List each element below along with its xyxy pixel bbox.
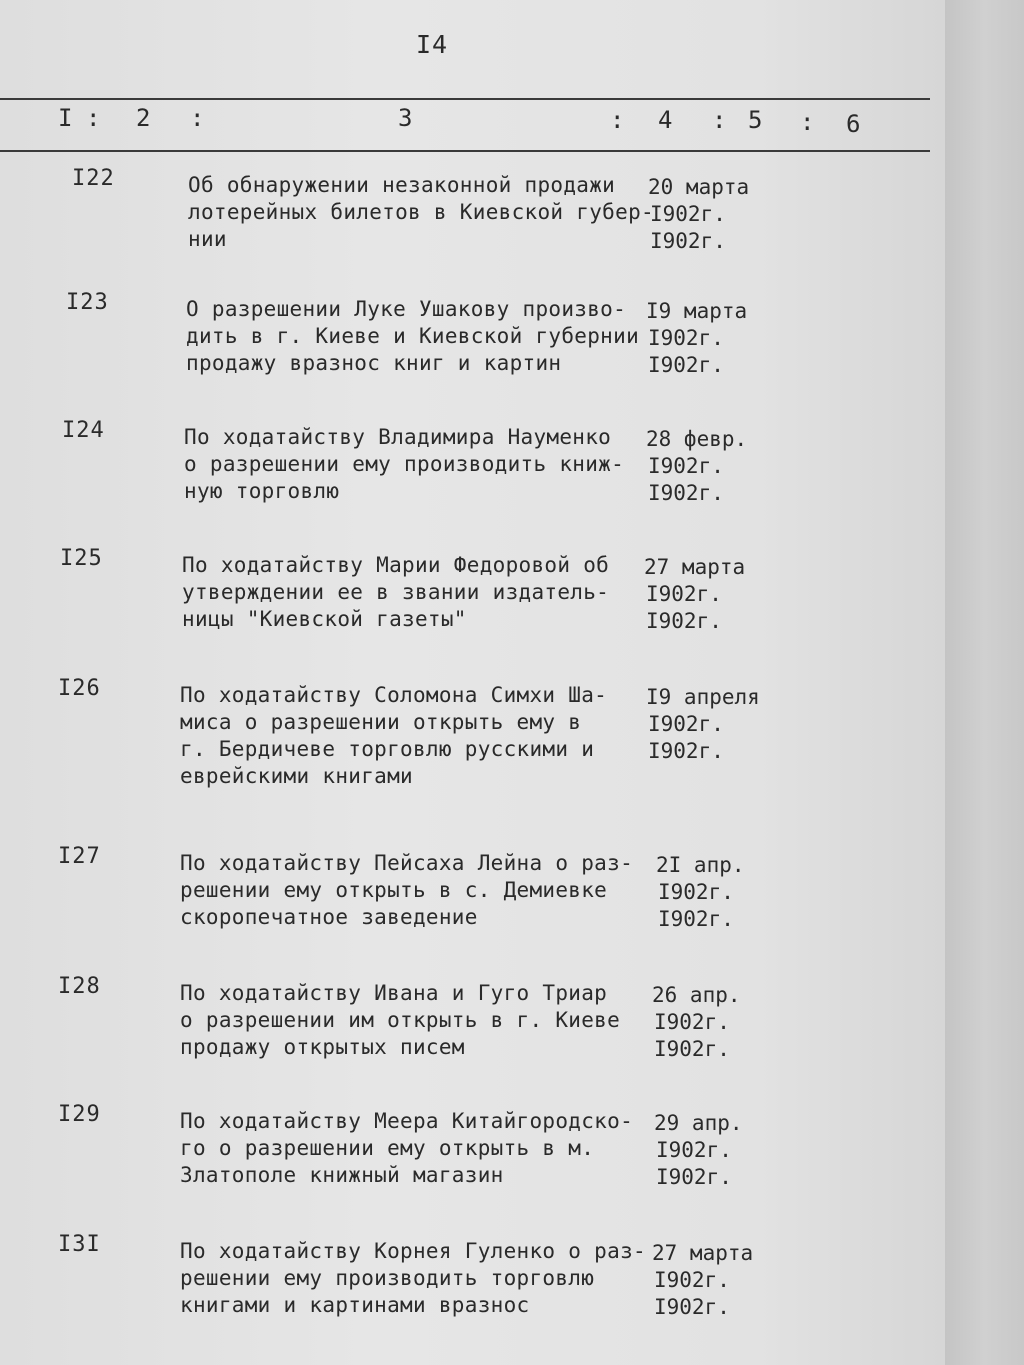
entry-title-line: ницы "Киевской газеты": [182, 607, 467, 631]
entry-start-date: 2I апр.: [656, 853, 745, 877]
page-number: I4: [416, 30, 449, 59]
entry-dates: [648, 174, 778, 255]
entry-title-line: продажу открытых писем: [180, 1035, 465, 1059]
entry-title: [184, 424, 654, 505]
entry-title: [180, 1108, 650, 1189]
header-top-rule: [0, 98, 930, 100]
entry-start-date: I9 марта: [646, 299, 748, 323]
entry-title-line: скоропечатное заведение: [180, 905, 478, 929]
entry-title-line: го о разрешении ему открыть в м.: [180, 1136, 595, 1160]
entry-number: I29: [58, 1102, 101, 1127]
header-sep-2: :: [190, 104, 205, 132]
entry-dates: [646, 684, 776, 765]
entry-title-line: о разрешении ему производить книж-: [184, 452, 625, 476]
entry-title-line: книгами и картинами вразнос: [180, 1293, 530, 1317]
entry-title-line: ную торговлю: [184, 479, 340, 503]
entry-dates: [644, 554, 774, 635]
entry-end-year: I902г.: [654, 1037, 730, 1061]
entry-title-line: О разрешении Луке Ушакову произво-: [186, 297, 627, 321]
entry-title-line: продажу вразнос книг и картин: [186, 351, 562, 375]
entry-start-date: 28 февр.: [646, 427, 748, 451]
entry-start-year: I902г.: [646, 582, 722, 606]
entry-start-year: I902г.: [658, 880, 734, 904]
entry-title-line: По ходатайству Соломона Симхи Ша-: [180, 683, 608, 707]
entry-number: I23: [66, 290, 109, 315]
entry-number: I22: [72, 166, 115, 191]
entry-start-year: I902г.: [648, 712, 724, 736]
header-col-3: 3: [398, 104, 413, 132]
entry-number: I28: [58, 974, 101, 999]
entry-number: I27: [58, 844, 101, 869]
entry-title: [180, 682, 650, 790]
entry-title-line: решении ему открыть в с. Демиевке: [180, 878, 608, 902]
entry-title: [186, 296, 656, 377]
entry-start-year: I902г.: [656, 1138, 732, 1162]
header-col-1: I: [58, 104, 73, 132]
header-sep-1: :: [86, 104, 101, 132]
entry-start-date: 27 марта: [652, 1241, 754, 1265]
entry-title: [180, 980, 650, 1061]
entry-number: I26: [58, 676, 101, 701]
entry-title-line: Об обнаружении незаконной продажи: [188, 173, 616, 197]
entry-title-line: миса о разрешении открыть ему в: [180, 710, 582, 734]
entry-title-line: г. Бердичеве торговлю русскими и: [180, 737, 595, 761]
entry-start-date: I9 апреля: [646, 685, 760, 709]
entry-number: I24: [62, 418, 105, 443]
entry-start-date: 20 марта: [648, 175, 750, 199]
entry-dates: [656, 852, 786, 933]
entry-title-line: По ходатайству Владимира Науменко: [184, 425, 612, 449]
header-sep-3: :: [610, 106, 625, 134]
header-col-5: 5: [748, 106, 763, 134]
entry-start-date: 27 марта: [644, 555, 746, 579]
entry-title-line: дить в г. Киеве и Киевской губернии: [186, 324, 640, 348]
entry-number: I25: [60, 546, 103, 571]
entry-title-line: нии: [188, 227, 227, 251]
entry-title: [180, 850, 650, 931]
entry-start-date: 26 апр.: [652, 983, 741, 1007]
header-sep-5: :: [800, 108, 815, 136]
entry-start-year: I902г.: [654, 1010, 730, 1034]
entry-start-year: I902г.: [654, 1268, 730, 1292]
entry-title-line: утверждении ее в звании издатель-: [182, 580, 610, 604]
entry-end-year: I902г.: [654, 1295, 730, 1319]
entry-end-year: I902г.: [648, 353, 724, 377]
entry-start-year: I902г.: [648, 454, 724, 478]
header-bottom-rule: [0, 150, 930, 152]
entry-dates: [652, 1240, 782, 1321]
entry-title: [182, 552, 652, 633]
entry-title-line: По ходатайству Меера Китайгородско-: [180, 1109, 634, 1133]
entry-dates: [654, 1110, 784, 1191]
entry-end-year: I902г.: [656, 1165, 732, 1189]
entry-title-line: решении ему производить торговлю: [180, 1266, 595, 1290]
entry-title: [188, 172, 658, 253]
entry-end-year: I902г.: [648, 481, 724, 505]
entry-end-year: I902г.: [650, 229, 726, 253]
entry-title-line: По ходатайству Марии Федоровой об: [182, 553, 610, 577]
page-edge: [945, 0, 1024, 1365]
entry-title-line: По ходатайству Пейсаха Лейна о раз-: [180, 851, 634, 875]
entry-title-line: По ходатайству Ивана и Гуго Триар: [180, 981, 608, 1005]
header-col-4: 4: [658, 106, 673, 134]
entry-start-year: I902г.: [650, 202, 726, 226]
entry-title-line: Златополе книжный магазин: [180, 1163, 504, 1187]
entry-end-year: I902г.: [646, 609, 722, 633]
entry-title-line: лотерейных билетов в Киевской губер-: [188, 200, 654, 224]
header-col-6: 6: [846, 110, 861, 138]
entry-start-year: I902г.: [648, 326, 724, 350]
entry-title-line: По ходатайству Корнея Гуленко о раз-: [180, 1239, 646, 1263]
entry-title-line: еврейскими книгами: [180, 764, 413, 788]
header-col-2: 2: [136, 104, 151, 132]
entry-number: I3I: [58, 1232, 101, 1257]
header-sep-4: :: [712, 106, 727, 134]
entry-start-date: 29 апр.: [654, 1111, 743, 1135]
entry-dates: [646, 426, 776, 507]
entry-end-year: I902г.: [658, 907, 734, 931]
entry-dates: [646, 298, 776, 379]
entry-title: [180, 1238, 650, 1319]
entry-end-year: I902г.: [648, 739, 724, 763]
entry-dates: [652, 982, 782, 1063]
entry-title-line: о разрешении им открыть в г. Киеве: [180, 1008, 621, 1032]
